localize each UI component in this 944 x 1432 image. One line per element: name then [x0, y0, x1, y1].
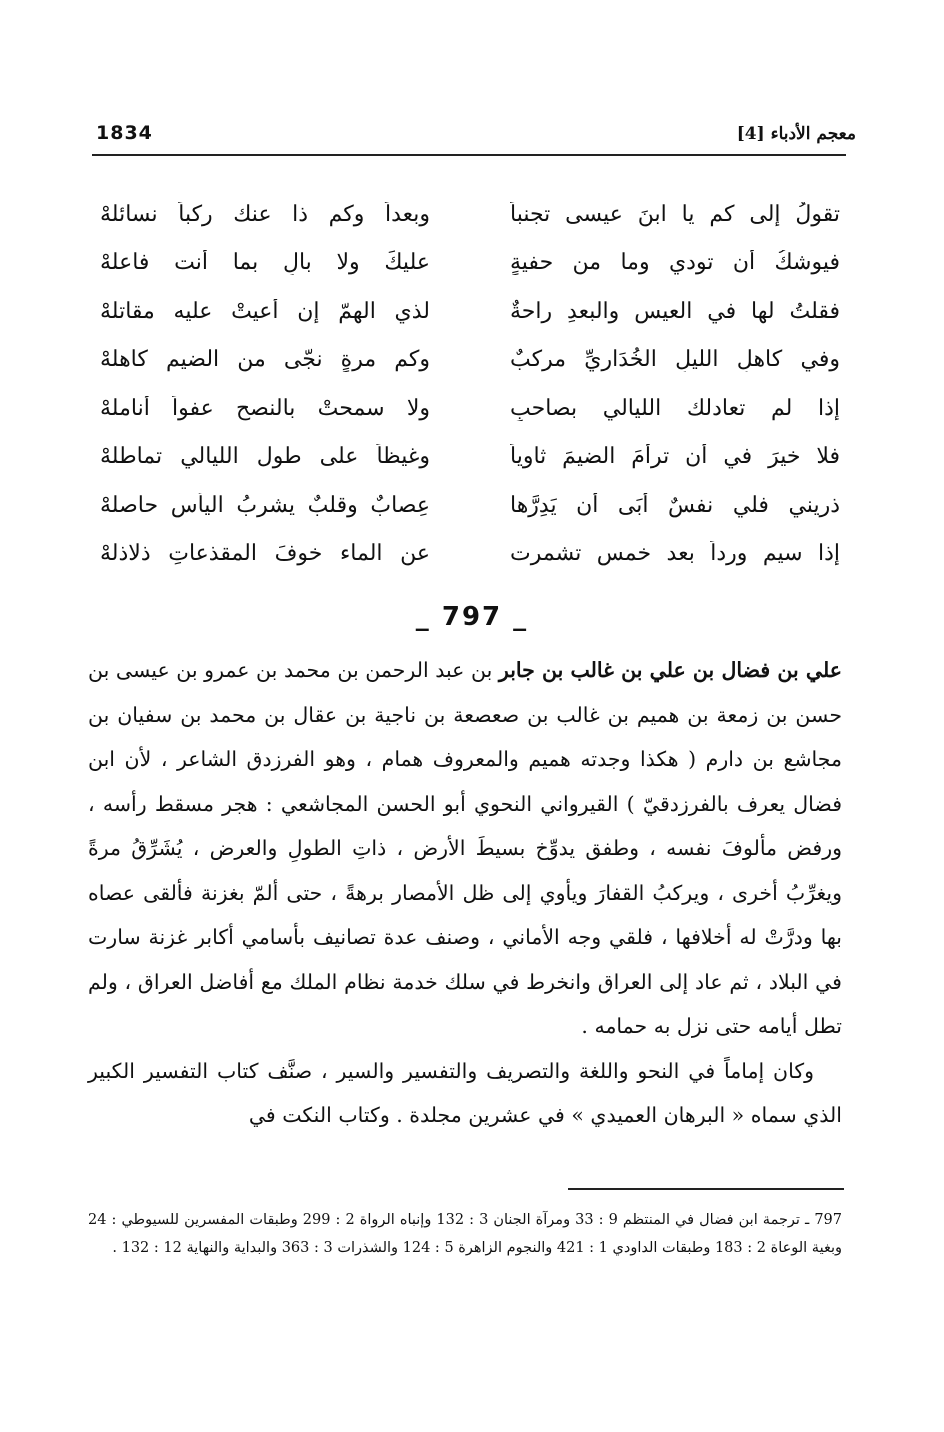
verse-line [100, 287, 840, 336]
verse-line [100, 190, 840, 239]
verse-second-hemistich: عليكَ ولا بالٍ بما أنت فاعلهْ [100, 250, 430, 276]
verse-line [100, 433, 840, 482]
verse-first-hemistich: ذريني فلي نفسٌ أَبَى أن يَدِرَّها [510, 492, 840, 518]
verse-line [100, 239, 840, 288]
entry-paragraph: وكان إماماً في النحو واللغة والتصريف والتفسير والسير ، صنَّف كتاب التفسير الكبير الذي سماه « البرهان العميدي » في عشرين مجلدة . وكتاب النكت في [88, 1058, 842, 1127]
verse-first-hemistich: فقلتُ لها في العيس والبعدِ راحةٌ [510, 298, 840, 324]
entry-name: علي بن فضال بن علي بن غالب بن جابر [498, 658, 842, 682]
verse-first-hemistich: إذا لم تعادلك الليالي بصاحبٍ [510, 395, 840, 421]
verse-second-hemistich: وكم مرةٍ نجّى من الضيم كاهلهْ [100, 347, 430, 373]
verse-line [100, 481, 840, 530]
verse-line [100, 336, 840, 385]
verse-line [100, 384, 840, 433]
entry-body [88, 648, 842, 1138]
verse-second-hemistich: وبعداً وكم ذا عنك ركباً نسائلهْ [100, 201, 430, 227]
header-divider [92, 154, 846, 156]
running-title: معجم الأدباء [4] [736, 124, 856, 144]
verse-first-hemistich: تقولُ إلى كم يا ابنَ عيسى تجنباً [510, 201, 840, 227]
entry-number: _ 797 _ [415, 602, 529, 632]
verse-second-hemistich: عِصابٌ وقلبٌ يشربُ اليأس حاصلهْ [100, 492, 430, 518]
footnote-text: 797 ـ ترجمة ابن فضال في المنتظم 9 : 33 ومرآة الجنان 3 : 132 وإنباه الرواة 2 : 299 وطبقات المفسرين للسيوطي : 24 وبغية الوعاة 2 : 183 وطبقات الداودي 1 : 421 والنجوم الزاهرة 5 : 124 والشذرات 3 : 363 والبداية والنهاية 12 : 132 . [88, 1212, 842, 1256]
footnote [88, 1206, 842, 1262]
verse-first-hemistich: إذا سيم ورداً بعد خمس تشمرت [510, 541, 840, 567]
verse-second-hemistich: وغيظاً على طول الليالي تماطلهْ [100, 444, 430, 470]
verse-second-hemistich: عن الماء خوفَ المقذعاتِ ذلاذلهْ [100, 541, 430, 567]
verse-second-hemistich: ولا سمحتْ بالنصح عفواً أناملهْ [100, 395, 430, 421]
entry-paragraph [88, 648, 842, 1049]
verse-first-hemistich: وفي كاهلِ الليلِ الخُدَارِيِّ مركبٌ [510, 347, 840, 373]
poem [100, 190, 840, 578]
verse-second-hemistich: لذي الهمّ إن أعيتْ عليه مقاتلهْ [100, 298, 430, 324]
verse-line [100, 530, 840, 579]
verse-first-hemistich: فلا خيرَ في أن ترأمَ الضيمَ ثاوياً [510, 444, 840, 470]
footnote-divider [568, 1188, 844, 1190]
entry-paragraph-text: بن عبد الرحمن بن محمد بن عمرو بن عيسى بن حسن بن زمعة بن هميم بن غالب بن صعصعة بن ناجية بن عقال بن محمد بن سفيان بن مجاشع بن دارم ( هكذا وجدته هميم والمعروف همام ، وهو الفرزدق الشاعر ، لأن ابن فضال يعرف بالفرزدقيّ ) القيرواني النحوي أبو الحسن المجاشعي : هجر مسقط رأسه ، ورفض مألوفَ نفسه ، وطفق يدوِّخ بسيطَ الأرض ، ذاتِ الطولِ والعرض ، يُشَرِّقُ مرةً ويغرِّبُ أخرى ، ويركبُ القفارَ ويأوي إلى ظل الأمصار برهةً ، حتى ألمّ بغزنة فألقى عصاه بها ودرَّتْ له أخلافها ، فلقي وجه الأماني ، وصنف عدة تصانيف بأسامي أكابر غزنة سارت في البلاد ، ثم عاد إلى العراق وانخرط في سلك خدمة نظام الملك مع أفاضل العراق ، ولم تطل أيامه حتى نزل به حمامه . [88, 658, 842, 1038]
page-number: 1834 [96, 122, 153, 144]
verse-first-hemistich: فيوشكُ أن تودي وما من حفيةٍ [510, 250, 840, 276]
